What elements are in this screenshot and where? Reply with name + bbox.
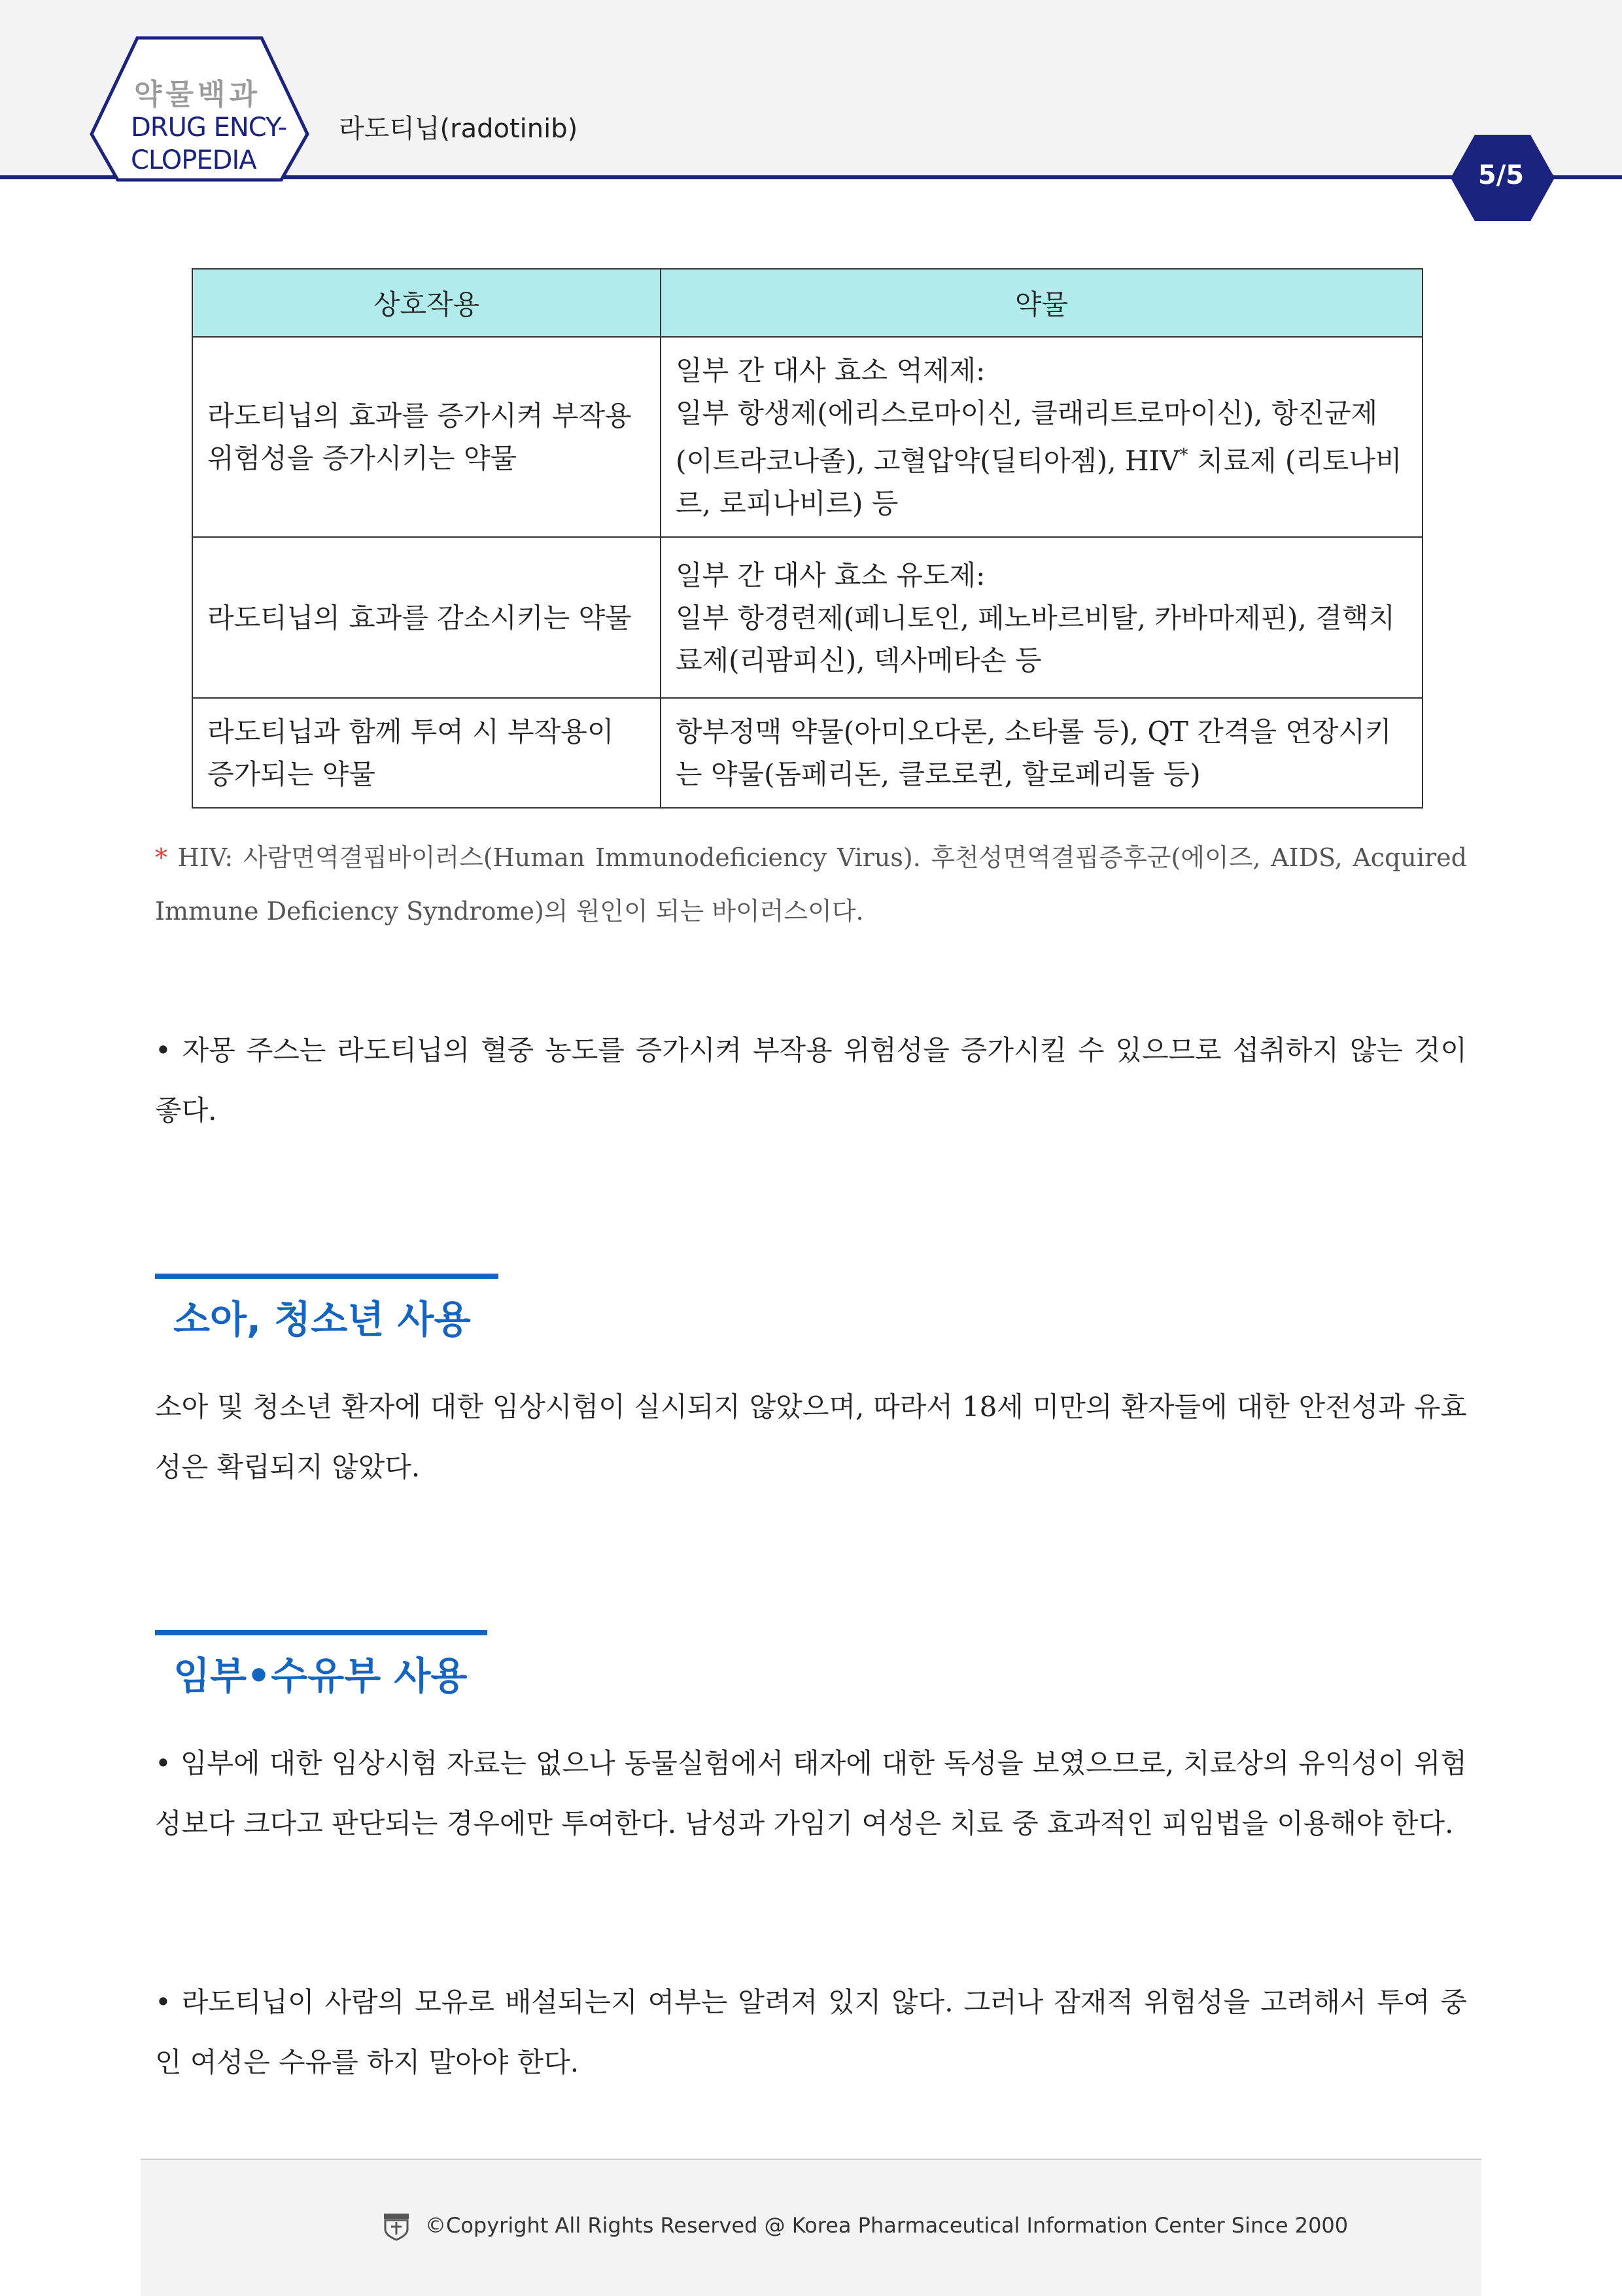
logo-title: 약물백과: [134, 78, 262, 111]
table-row: [192, 337, 1423, 537]
logo-subtitle: [131, 111, 286, 177]
table-cell-interaction: 라도티닙의 효과를 증가시켜 부작용 위험성을 증가시키는 약물: [192, 337, 661, 537]
section-title-pregnancy: 임부•수유부 사용: [173, 1654, 468, 1698]
interaction-table: [192, 268, 1423, 809]
section-bar-pregnancy: [155, 1630, 487, 1635]
drug-lead: 일부 간 대사 효소 억제제:: [676, 355, 986, 387]
footnote: [155, 831, 1467, 938]
pediatric-body: 소아 및 청소년 환자에 대한 임상시험이 실시되지 않았으며, 따라서 18세 미만의 환자들에 대한 안전성과 유효성은 확립되지 않았다.: [155, 1391, 1467, 1483]
logo-subtitle-line1: DRUG ENCY-: [131, 113, 287, 143]
section-title-pediatric: 소아, 청소년 사용: [173, 1297, 471, 1342]
logo-subtitle-line2: CLOPEDIA: [131, 145, 256, 175]
table-cell-interaction: 라도티닙과 함께 투여 시 부작용이 증가되는 약물: [192, 698, 661, 808]
footer-copyright: ©Copyright All Rights Reserved @ Korea Pharmaceutical Information Center Since 2000: [425, 2213, 1349, 2238]
pregnancy-bullet-1: • 임부에 대한 임상시험 자료는 없으나 동물실험에서 태자에 대한 독성을 보였으므로, 치료상의 유익성이 위험성보다 크다고 판단되는 경우에만 투여한다. 남성과 가임기 여성은 치료 중 효과적인 피임법을 이용해야 한다.: [155, 1747, 1467, 1839]
drug-name: 라도티닙(radotinib): [339, 114, 578, 144]
footnote-text: HIV: 사람면역결핍바이러스(Human Immunodeficiency Virus). 후천성면역결핍증후군(에이즈, AIDS, Acquired Immune Deficiency Syndrome)의 원인이 되는 바이러스이다.: [155, 843, 1467, 926]
table-cell-drug: 항부정맥 약물(아미오다론, 소타롤 등), QT 간격을 연장시키는 약물(돔페리돈, 클로로퀸, 할로페리돌 등): [661, 698, 1423, 808]
drug-list-text: 일부 항생제(에리스로마이신, 클래리트로마이신), 항진균제 (이트라코나졸), 고혈압약(딜티아젬), HIV: [676, 397, 1378, 477]
table-row: [192, 537, 1423, 698]
table-row: [192, 698, 1423, 808]
table-cell-interaction: 라도티닙의 효과를 감소시키는 약물: [192, 537, 661, 698]
section-bar-pediatric: [155, 1274, 498, 1279]
drug-list: 일부 항경련제(페니토인, 페노바르비탈, 카바마제핀), 결핵치료제(리팜피신), 덱사메타손 등: [676, 601, 1395, 676]
table-header-row: [192, 269, 1423, 337]
drug-list: [676, 392, 1407, 525]
shield-logo-icon: [383, 2212, 410, 2241]
drug-list-text: 치료제 (리토나비르, 로피나비르) 등: [676, 445, 1402, 519]
drug-lead: 일부 간 대사 효소 유도제:: [676, 559, 986, 591]
footnote-mark: *: [1179, 445, 1188, 465]
bullet-grapefruit: • 자몽 주스는 라도티닙의 혈중 농도를 증가시켜 부작용 위험성을 증가시킬 수 있으므로 섭취하지 않는 것이 좋다.: [155, 1034, 1467, 1126]
table-header-interaction: 상호작용: [192, 269, 661, 337]
table-cell-drug: [661, 537, 1423, 698]
table-header-drug: 약물: [661, 269, 1423, 337]
footnote-star: *: [155, 843, 167, 872]
table-cell-drug: [661, 337, 1423, 537]
pregnancy-bullet-2: • 라도티닙이 사람의 모유로 배설되는지 여부는 알려져 있지 않다. 그러나 잠재적 위험성을 고려해서 투여 중인 여성은 수유를 하지 말아야 한다.: [155, 1986, 1467, 2078]
page-number: 5/5: [1477, 160, 1525, 190]
